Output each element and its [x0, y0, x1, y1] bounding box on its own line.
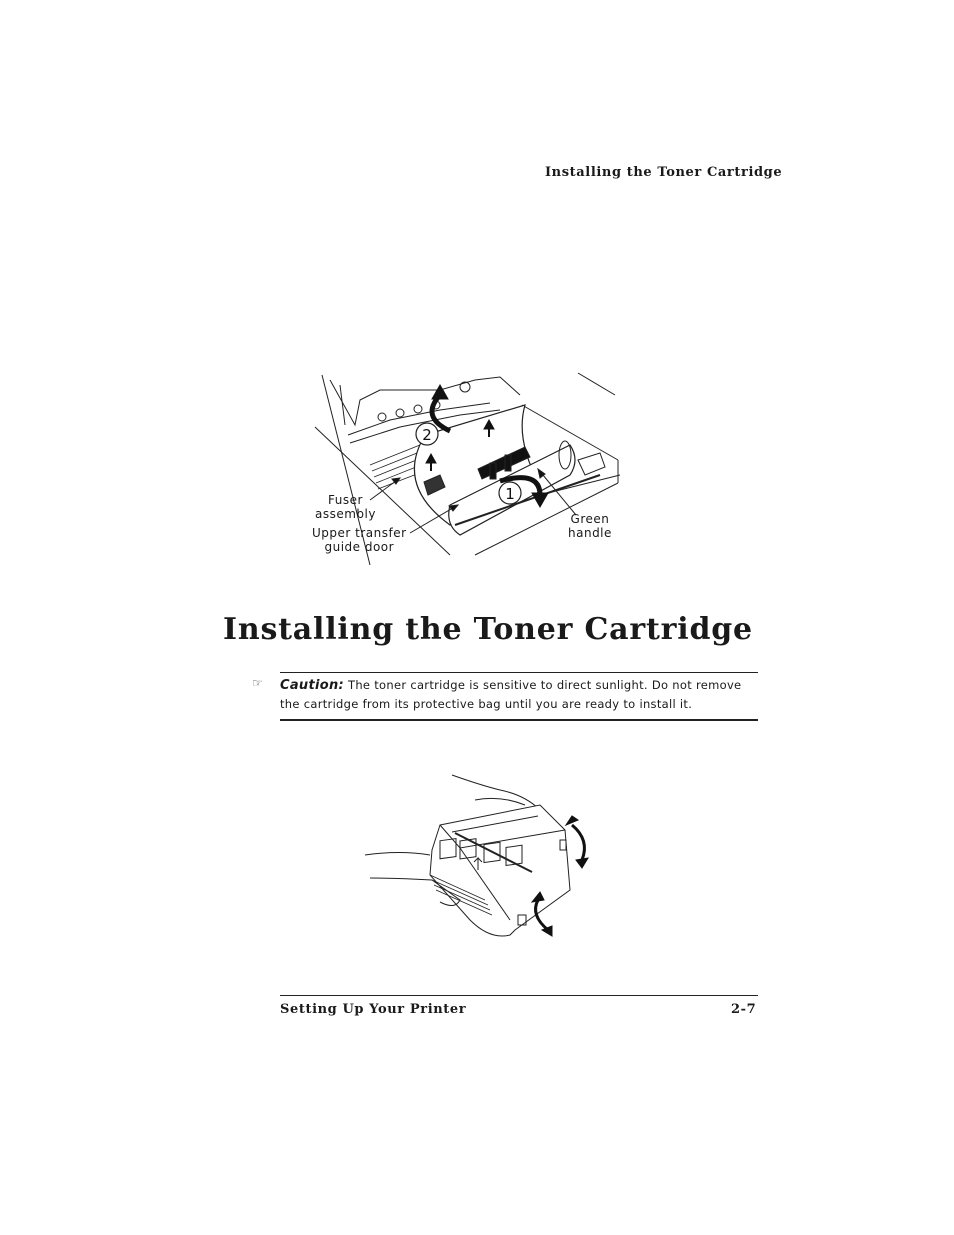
footer-page-number: 2-7: [731, 1002, 757, 1017]
callout-green-handle: Green handle: [568, 512, 612, 540]
step-number-1: 1: [505, 485, 515, 503]
figure-toner-cartridge-illustration: [360, 770, 600, 949]
step-number-2: 2: [422, 426, 432, 444]
figure-fuser-illustration: [300, 365, 630, 569]
callout-upper-transfer-guide-door: Upper transfer guide door: [312, 526, 407, 554]
caution-hand-icon: ☞: [252, 676, 263, 690]
callout-fuser-assembly: Fuser assembly: [315, 493, 376, 521]
footer-rule: [280, 995, 758, 996]
section-title: Installing the Toner Cartridge: [223, 612, 753, 647]
caution-note: [280, 676, 750, 714]
caution-label: Caution:: [280, 678, 345, 693]
running-header: Installing the Toner Cartridge: [545, 165, 783, 180]
toner-cartridge-drawing: [360, 770, 600, 945]
footer-chapter-title: Setting Up Your Printer: [280, 1002, 467, 1017]
caution-body: The toner cartridge is sensitive to direct sunlight. Do not remove the cartridge from its protective bag until you are ready to install it.: [280, 678, 742, 711]
